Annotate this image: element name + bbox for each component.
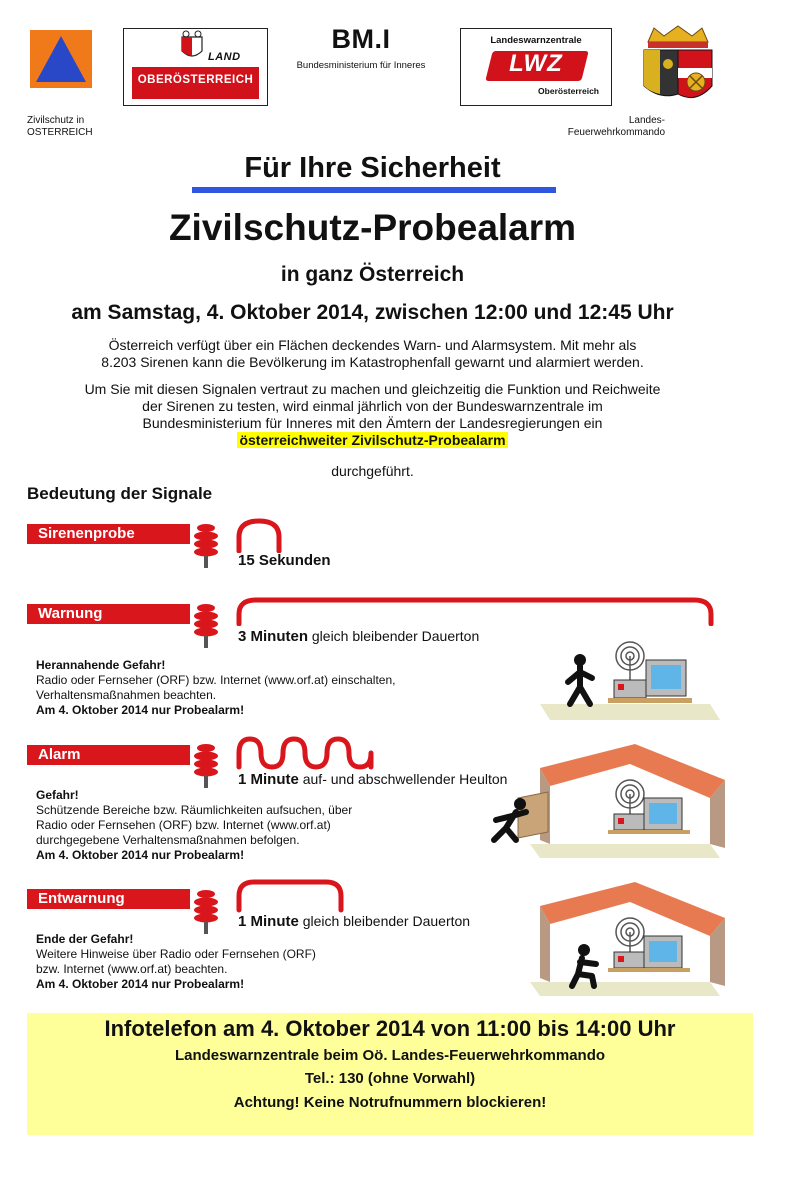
signal-tab-sirenenprobe: Sirenenprobe (27, 524, 190, 544)
info-warning: Achtung! Keine Notrufnummern blockieren! (233, 1094, 547, 1111)
desc-line: Radio oder Fernsehen (ORF) bzw. Internet (www.orf.at) (36, 818, 331, 832)
signal-tab-underline (27, 763, 190, 765)
tel-number: Tel.: 130 (304, 1070, 364, 1087)
info-phone-heading: Infotelefon am 4. Oktober 2014 von 11:00 bis 14:00 Uhr (104, 1016, 676, 1041)
land-label: LAND (208, 51, 241, 63)
house-shelter-sitting-illustration (530, 878, 725, 998)
duration-rest: gleich bleibender Dauerton (298, 913, 471, 929)
duration-bold: 3 Minuten (238, 628, 308, 645)
duration-rest: gleich bleibender Dauerton (308, 628, 480, 644)
info-telephone (27, 1070, 753, 1087)
zivilschutz-caption (27, 115, 93, 139)
lfk-caption-line: Landes- (628, 115, 665, 126)
intro-line: Österreich verfügt über ein Flächen deckendes Warn- und Alarmsystem. Mit mehr als (108, 337, 637, 353)
signal-tab-underline (27, 907, 190, 909)
duration-rest: auf- und abschwellender Heulton (298, 771, 508, 787)
highlight-text: österreichweiter Zivilschutz-Probealarm (239, 432, 506, 448)
bmi-title: BM.I (331, 24, 391, 54)
intro-line: Um Sie mit diesen Signalen vertraut zu machen und gleichzeitig die Funktion und Reichweite (84, 381, 661, 397)
desc-alarm (36, 788, 352, 863)
duration-bold: 1 Minute (238, 913, 299, 930)
duration-sirenenprobe (238, 552, 331, 569)
desc-title: Gefahr! (36, 788, 79, 802)
zivilschutz-caption-line: Zivilschutz in (27, 115, 85, 126)
feuerwehr-crest-icon (640, 24, 716, 112)
lwz-mark: LWZ (509, 50, 563, 77)
desc-note: Am 4. Oktober 2014 nur Probealarm! (36, 703, 245, 717)
signal-tab-underline (27, 622, 190, 624)
desc-warnung (36, 658, 395, 718)
desc-line: Radio oder Fernseher (ORF) bzw. Internet (www.orf.at) einschalten, (36, 673, 396, 687)
duration-bold: 1 Minute (238, 771, 299, 788)
desc-line: durchgegebene Verhaltensmaßnahmen befolgen. (36, 833, 300, 847)
lfk-caption (555, 115, 665, 139)
oberoesterreich-label: OBERÖSTERREICH (137, 74, 254, 86)
lfk-caption-line: Feuerwehrkommando (567, 127, 665, 138)
info-organization: Landeswarnzentrale beim Oö. Landes-Feuerwehrkommando (174, 1047, 606, 1064)
siren-icon (192, 522, 220, 568)
kicker-heading: Für Ihre Sicherheit (244, 152, 501, 184)
zivilschutz-caption-line: OSTERREICH (27, 127, 93, 138)
duration-warnung (238, 628, 479, 645)
desc-note: Am 4. Oktober 2014 nur Probealarm! (36, 848, 245, 862)
desc-line: Schützende Bereiche bzw. Räumlichkeiten aufsuchen, über (36, 803, 353, 817)
land-oberoesterreich-logo (123, 28, 268, 106)
desc-title: Ende der Gefahr! (36, 932, 134, 946)
signal-tab-warnung: Warnung (27, 604, 190, 624)
triangle-icon (30, 30, 92, 88)
desc-note: Am 4. Oktober 2014 nur Probealarm! (36, 977, 245, 991)
tone-wave-curve (234, 735, 384, 771)
duration-alarm (238, 771, 507, 788)
lwz-logo (460, 28, 612, 106)
tone-steady-long (234, 596, 716, 626)
intro-line: der Sirenen zu testen, wird einmal jährlich von der Bundeswarnzentrale im (142, 398, 603, 414)
lwz-line3: Oberösterreich (538, 86, 599, 96)
date-heading: am Samstag, 4. Oktober 2014, zwischen 12:00 und 12:45 Uhr (71, 301, 674, 324)
house-shelter-running-illustration (490, 740, 725, 860)
blue-underline (192, 187, 556, 193)
desc-line: Weitere Hinweise über Radio oder Fernsehen (ORF) (36, 947, 316, 961)
tel-note: (ohne Vorwahl) (363, 1070, 476, 1087)
siren-icon (192, 742, 220, 788)
signal-tab-alarm: Alarm (27, 745, 190, 765)
desc-line: bzw. Internet (www.orf.at) beachten. (36, 962, 228, 976)
desc-entwarnung (36, 932, 316, 992)
intro-paragraph-1 (30, 337, 715, 371)
intro-paragraph-3: durchgeführt. (331, 463, 414, 479)
signal-tab-entwarnung: Entwarnung (27, 889, 190, 909)
duration-entwarnung (238, 913, 470, 930)
tone-steady-short (234, 878, 346, 914)
scope-heading: in ganz Österreich (280, 263, 465, 286)
intro-paragraph-2 (30, 381, 715, 449)
tone-short-curve (234, 517, 284, 553)
signals-heading: Bedeutung der Signale (27, 484, 213, 503)
duration-bold: 15 Sekunden (238, 552, 331, 569)
intro-line: 8.203 Sirenen kann die Bevölkerung im Katastrophenfall gewarnt und alarmiert werden. (101, 354, 644, 370)
zivilschutz-logo (30, 30, 92, 88)
signal-tab-underline (27, 542, 190, 544)
tv-radio-scene-illustration (540, 632, 720, 722)
intro-line: Bundesministerium für Inneres mit den Ämtern der Landesregierungen ein (142, 415, 603, 431)
desc-title: Herannahende Gefahr! (36, 658, 166, 672)
siren-icon (192, 602, 220, 648)
bmi-subtitle: Bundesministerium für Inneres (296, 60, 426, 71)
desc-line: Verhaltensmaßnahmen beachten. (36, 688, 217, 702)
coat-of-arms-icon (124, 29, 269, 67)
lwz-line1: Landeswarnzentrale (490, 35, 582, 46)
page-title: Zivilschutz-Probealarm (168, 207, 577, 248)
siren-icon (192, 888, 220, 934)
